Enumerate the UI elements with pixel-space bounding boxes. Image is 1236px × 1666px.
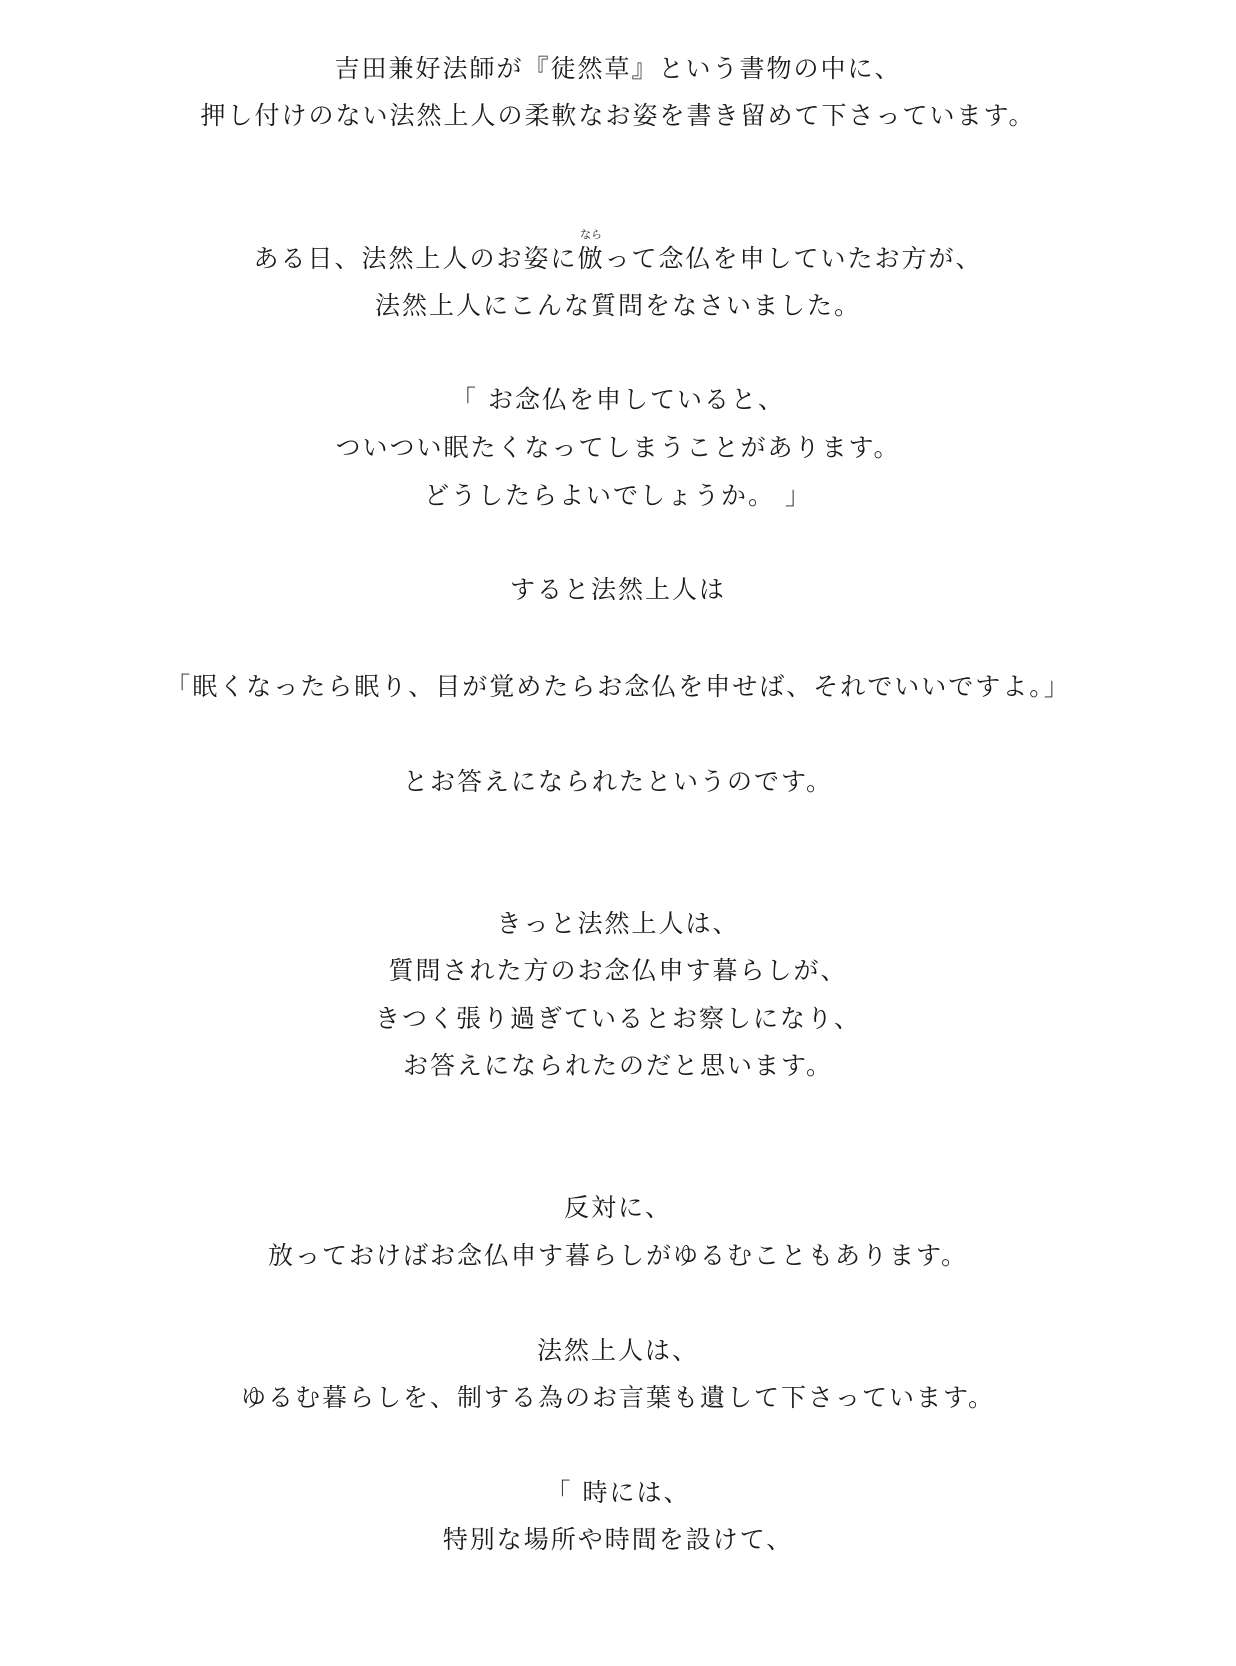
- text-line-15: 反対に、: [563, 1193, 672, 1222]
- text-line-14: お答えになられたのだと思います。: [402, 1051, 833, 1080]
- ruby-word: [577, 228, 605, 275]
- text-line-6: ついつい眠たくなってしまうことがあります。: [335, 433, 901, 462]
- text-line-19: 「 時には、: [545, 1478, 691, 1507]
- text-line-8: すると法然上人は: [509, 575, 726, 604]
- text-line-11: きっと法然上人は、: [496, 909, 740, 938]
- text-line-13: きつく張り過ぎているとお察しになり、: [374, 1004, 861, 1033]
- text-line-12: 質問された方のお念仏申す暮らしが、: [388, 956, 848, 985]
- text-line-2: 押し付けのない法然上人の柔軟なお姿を書き留めて下さっています。: [200, 101, 1036, 130]
- ruby-reading: なら: [579, 228, 602, 241]
- ruby-base: 倣: [577, 244, 605, 273]
- text-line-7: どうしたらよいでしょうか。 」: [424, 481, 812, 510]
- text-line-1: 吉田兼好法師が『徒然草』という書物の中に、: [334, 54, 902, 83]
- text-line-4: 法然上人にこんな質問をなさいました。: [374, 291, 861, 320]
- text-line-18: ゆるむ暮らしを、制する為のお言葉も遺して下さっています。: [240, 1383, 995, 1412]
- text-line-16: 放っておけばお念仏申す暮らしがゆるむこともあります。: [267, 1241, 968, 1270]
- text-line-5: 「 お念仏を申していると、: [451, 385, 785, 414]
- text-line-3-start: ある日、法然上人のお姿に: [253, 244, 578, 273]
- text-line-9: 「眠くなったら眠り、目が覚めたらお念仏を申せば、それでいいですよ。」: [165, 672, 1071, 701]
- text-line-17: 法然上人は、: [536, 1336, 699, 1365]
- text-line-20: 特別な場所や時間を設けて、: [442, 1525, 794, 1554]
- text-line-10: とお答えになられたというのです。: [402, 767, 833, 796]
- text-line-3: [0, 228, 1236, 275]
- text-line-3-end: って念仏を申していたお方が、: [604, 244, 983, 273]
